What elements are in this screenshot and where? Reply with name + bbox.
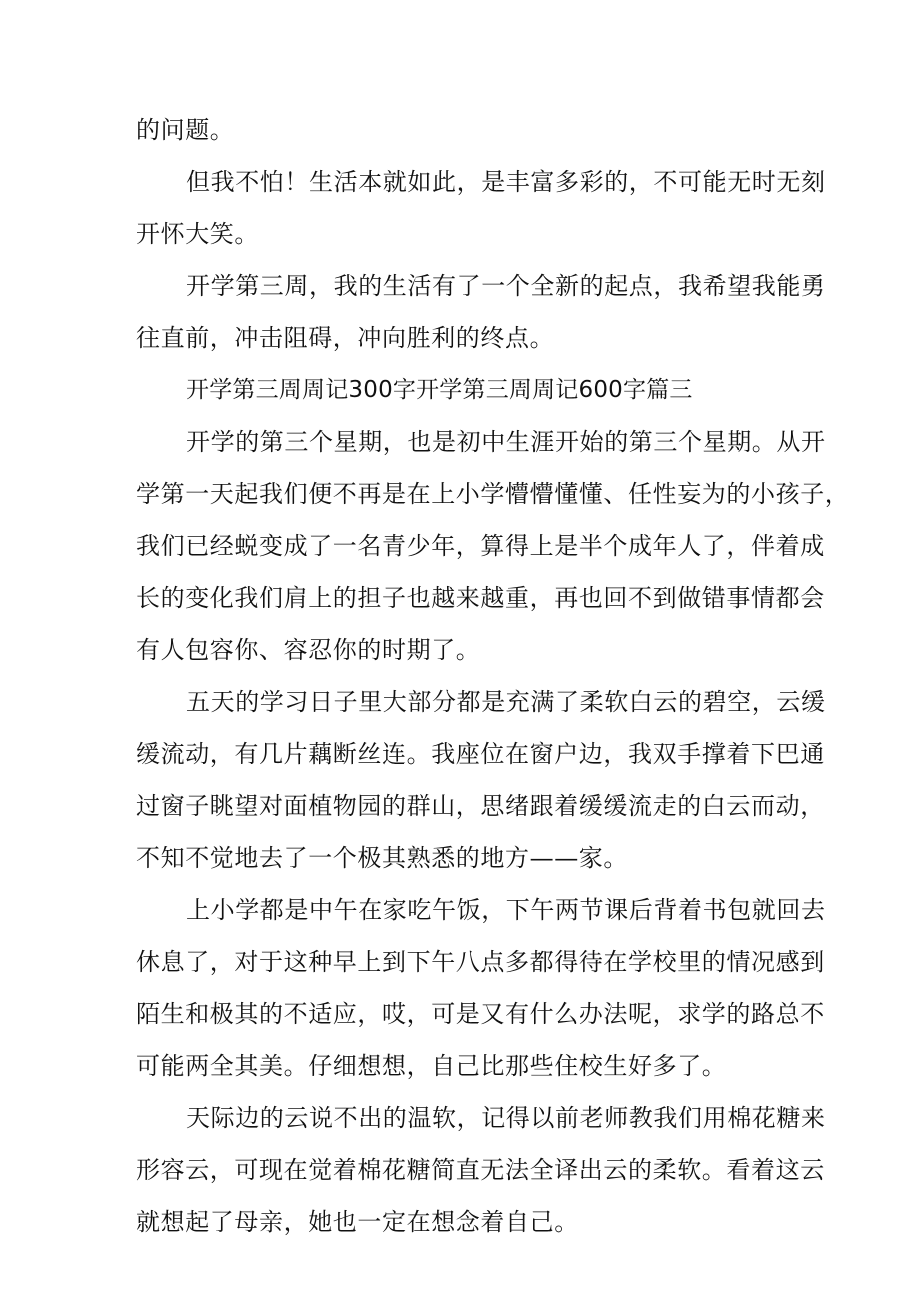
paragraph-start-line: 五天的学习日子里大部分都是充满了柔软白云的碧空，云缓: [186, 688, 826, 716]
text-line: 缓流动，有几片藕断丝连。我座位在窗户边，我双手撑着下巴通: [136, 740, 825, 768]
text-line: 形容云，可现在觉着棉花糖简直无法全译出云的柔软。看着这云: [136, 1156, 825, 1184]
paragraph-start-line: 开学的第三个星期，也是初中生涯开始的第三个星期。从开: [186, 428, 826, 456]
text-line: 过窗子眺望对面植物园的群山，思绪跟着缓缓流走的白云而动，: [136, 792, 825, 820]
paragraph-start-line: 上小学都是中午在家吃午饭，下午两节课后背着书包就回去: [186, 896, 826, 924]
paragraph-start-line: 天际边的云说不出的温软，记得以前老师教我们用棉花糖来: [186, 1104, 826, 1132]
paragraph-start-line: 但我不怕！生活本就如此，是丰富多彩的，不可能无时无刻: [186, 168, 826, 196]
text-line: 不知不觉地去了一个极其熟悉的地方——家。: [136, 844, 628, 872]
text-line: 学第一天起我们便不再是在上小学懵懵懂懂、任性妄为的小孩子，: [136, 480, 850, 508]
text-line: 可能两全其美。仔细想想，自己比那些住校生好多了。: [136, 1052, 727, 1080]
text-line: 陌生和极其的不适应，哎，可是又有什么办法呢，求学的路总不: [136, 1000, 825, 1028]
paragraph-start-line: 开学第三周，我的生活有了一个全新的起点，我希望我能勇: [186, 272, 826, 300]
text-line: 往直前，冲击阻碍，冲向胜利的终点。: [136, 324, 555, 352]
section-heading: 开学第三周周记300字开学第三周周记600字篇三: [186, 377, 693, 403]
text-line: 的问题。: [136, 116, 235, 144]
text-line: 我们已经蜕变成了一名青少年，算得上是半个成年人了，伴着成: [136, 532, 825, 560]
text-line: 有人包容你、容忍你的时期了。: [136, 636, 481, 664]
text-line: 休息了，对于这种早上到下午八点多都得待在学校里的情况感到: [136, 948, 825, 976]
text-line: 开怀大笑。: [136, 220, 259, 248]
text-line: 就想起了母亲，她也一定在想念着自己。: [136, 1208, 579, 1236]
text-line: 长的变化我们肩上的担子也越来越重，再也回不到做错事情都会: [136, 584, 825, 612]
